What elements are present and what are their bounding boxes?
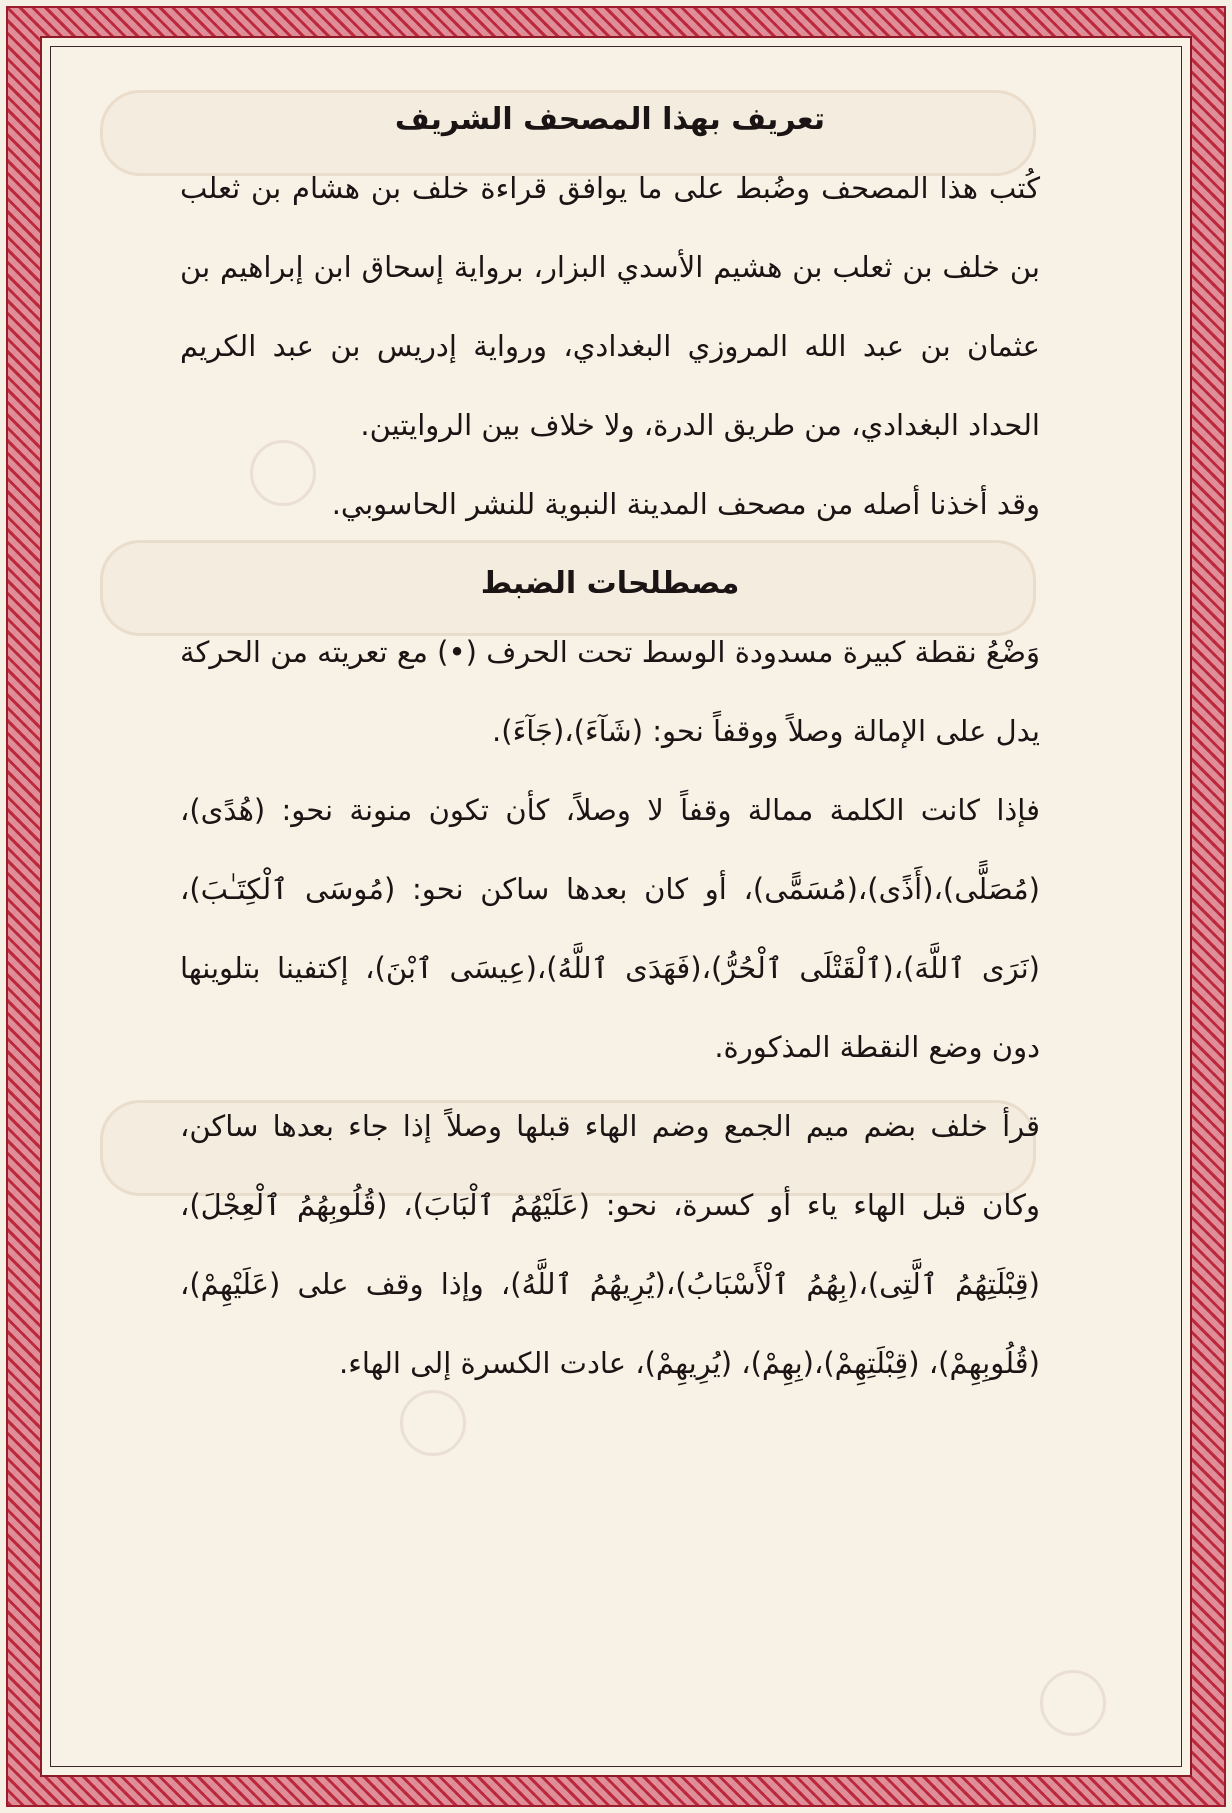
paragraph-source: وقد أخذنا أصله من مصحف المدينة النبوية للنشر الحاسوبي. xyxy=(331,487,1040,521)
heading-dabt-terms: مصطلحات الضبط xyxy=(480,566,740,601)
page-content xyxy=(180,80,1040,1403)
paragraph-imala-dot: وَضْعُ نقطة كبيرة مسدودة الوسط تحت الحرف (•) مع تعريته من الحركة يدل على الإمالة وصلاً ووقفاً نحو: (شَآءَ)،(جَآءَ). xyxy=(180,635,1040,748)
paragraph-mim-jam: قرأ خلف بضم ميم الجمع وضم الهاء قبلها وصلاً إذا جاء بعدها ساكن، وكان قبل الهاء ياء أو كسرة، نحو: (عَلَيْهُمُ ٱلْبَابَ)، (قُلُوبِهُمُ ٱلْعِجْلَ)،(قِبْلَتِهُمُ ٱلَّتِى)،(بِهُمُ ٱلْأَسْبَابُ)،(يُرِيهُمُ ٱللَّهُ)، وإذا وقف على (عَلَيْهِمْ)، (قُلُوبِهِمْ)، (قِبْلَتِهِمْ)،(بِهِمْ)، (يُرِيهِمْ)، عادت الكسرة إلى الهاء. xyxy=(180,1109,1040,1380)
paragraph-intro: كُتب هذا المصحف وضُبط على ما يوافق قراءة خلف بن هشام بن ثعلب بن خلف بن ثعلب بن هشيم الأسدي البزار، برواية إسحاق ابن إبراهيم بن عثمان بن عبد الله المروزي البغدادي، ورواية إدريس بن عبد الكريم الحداد البغدادي، من طريق الدرة، ولا خلاف بين الروايتين. xyxy=(180,171,1040,442)
heading-about-mushaf: تعريف بهذا المصحف الشريف xyxy=(394,102,826,137)
show-through-verse-marker xyxy=(1040,1670,1106,1736)
paragraph-imala-waqf: فإذا كانت الكلمة ممالة وقفاً لا وصلاً، كأن تكون منونة نحو: (هُدًى)،(مُصَلًّى)،(أَذًى)،(مُسَمًّى)، أو كان بعدها ساكن نحو: (مُوسَى ٱلْكِتَـٰبَ)،(نَرَى ٱللَّهَ)،(ٱلْقَتْلَى ٱلْحُرُّ)،(فَهَدَى ٱللَّهُ)،(عِيسَى ٱبْنَ)، إكتفينا بتلوينها دون وضع النقطة المذكورة. xyxy=(180,793,1040,1064)
